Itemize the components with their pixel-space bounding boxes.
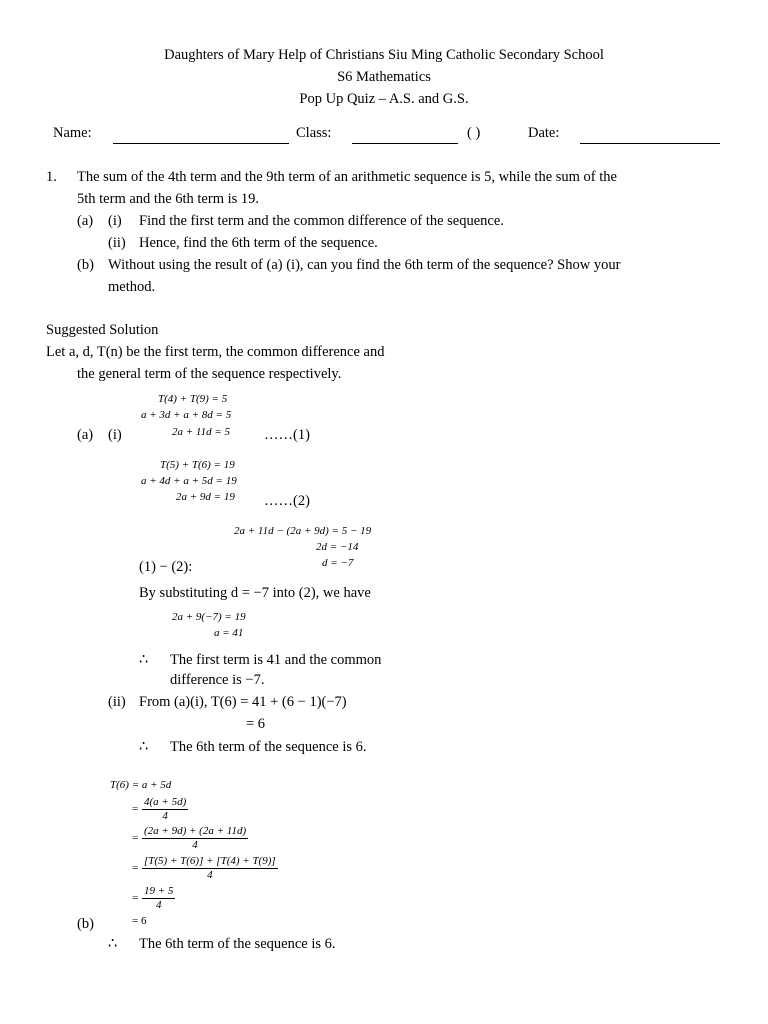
class-label: Class: [296,125,332,141]
fraction-numerator: [T(5) + T(6)] + [T(4) + T(9)] [144,855,276,867]
question-number: 1. [46,169,57,185]
question-b-text-2: method. [108,279,156,295]
fraction-denominator: 4 [155,899,162,911]
class-number-paren: ( ) [467,125,481,141]
conclusion-3: The 6th term of the sequence is 6. [139,936,336,952]
equals-sign: = [132,832,139,844]
derivation-fraction-2 [132,825,248,852]
school-title: Daughters of Mary Help of Christians Siu Ming Catholic Secondary School [164,47,604,63]
derivation-result: = 6 [132,915,147,927]
equals-sign: = [132,892,139,904]
conclusion-1-line-1: The first term is 41 and the common [170,652,382,668]
equation-2b: a + 4d + a + 5d = 19 [141,475,237,487]
fraction-denominator: 4 [207,869,213,881]
solution-heading: Suggested Solution [46,322,159,338]
solution-a-label: (a) [77,427,94,443]
name-label: Name: [53,125,92,141]
derivation-fraction-1 [132,796,188,823]
equation-1a: T(4) + T(9) = 5 [158,393,228,405]
solution-ii-line-2: = 6 [246,716,266,732]
subtraction-line-2: 2d = −14 [316,541,359,553]
derivation-fraction-4 [132,885,175,912]
fraction-numerator: 4(a + 5d) [144,796,187,808]
fraction-numerator: (2a + 9d) + (2a + 11d) [144,825,247,837]
subject-title: S6 Mathematics [337,69,431,85]
question-b-label: (b) [77,257,94,273]
fraction-numerator: 19 + 5 [144,885,174,897]
fraction-denominator: 4 [192,839,198,851]
question-b-text-1: Without using the result of (a) (i), can you find the 6th term of the sequence? Show your [108,257,621,273]
conclusion-1-line-2: difference is −7. [170,672,265,688]
question-a-ii-text: Hence, find the 6th term of the sequence. [139,235,378,251]
equation-tag-2: ……(2) [264,493,310,509]
solution-ii-line-1: From (a)(i), T(6) = 41 + (6 − 1)(−7) [139,694,347,710]
derivation-line-1: T(6) = a + 5d [110,779,172,791]
therefore-symbol: ∴ [139,739,149,755]
solution-b-label: (b) [77,916,94,932]
equation-1b: a + 3d + a + 8d = 5 [141,409,232,421]
equation-1c: 2a + 11d = 5 [172,426,231,438]
name-field-line [113,143,289,144]
substitution-text: By substituting d = −7 into (2), we have [139,585,371,601]
quiz-title: Pop Up Quiz – A.S. and G.S. [299,91,469,107]
equals-sign: = [132,803,139,815]
conclusion-2: The 6th term of the sequence is 6. [170,739,367,755]
solution-intro-1: Let a, d, T(n) be the first term, the common difference and [46,344,385,360]
solution-i-label: (i) [108,427,122,443]
substitution-line-1: 2a + 9(−7) = 19 [172,611,246,623]
question-a-i-label: (i) [108,213,122,229]
fraction-denominator: 4 [162,810,168,822]
equals-sign: = [132,862,139,874]
question-a-i-text: Find the first term and the common difference of the sequence. [139,213,504,229]
question-line-1: The sum of the 4th term and the 9th term of an arithmetic sequence is 5, while the sum of the [77,169,617,185]
class-field-line [352,143,458,144]
derivation-fraction-3 [132,855,278,882]
question-a-ii-label: (ii) [108,235,126,251]
solution-intro-2: the general term of the sequence respectively. [77,366,342,382]
solution-ii-label: (ii) [108,694,126,710]
equation-tag-1: ……(1) [264,427,310,443]
date-field-line [580,143,720,144]
subtraction-label: (1) − (2): [139,559,193,575]
question-line-2: 5th term and the 6th term is 19. [77,191,260,207]
therefore-symbol: ∴ [139,652,149,668]
equation-2c: 2a + 9d = 19 [176,491,235,503]
date-label: Date: [528,125,560,141]
subtraction-line-1: 2a + 11d − (2a + 9d) = 5 − 19 [234,525,372,537]
substitution-line-2: a = 41 [214,627,244,639]
subtraction-line-3: d = −7 [322,557,354,569]
question-a-label: (a) [77,213,94,229]
equation-2a: T(5) + T(6) = 19 [160,459,235,471]
therefore-symbol: ∴ [108,936,118,952]
